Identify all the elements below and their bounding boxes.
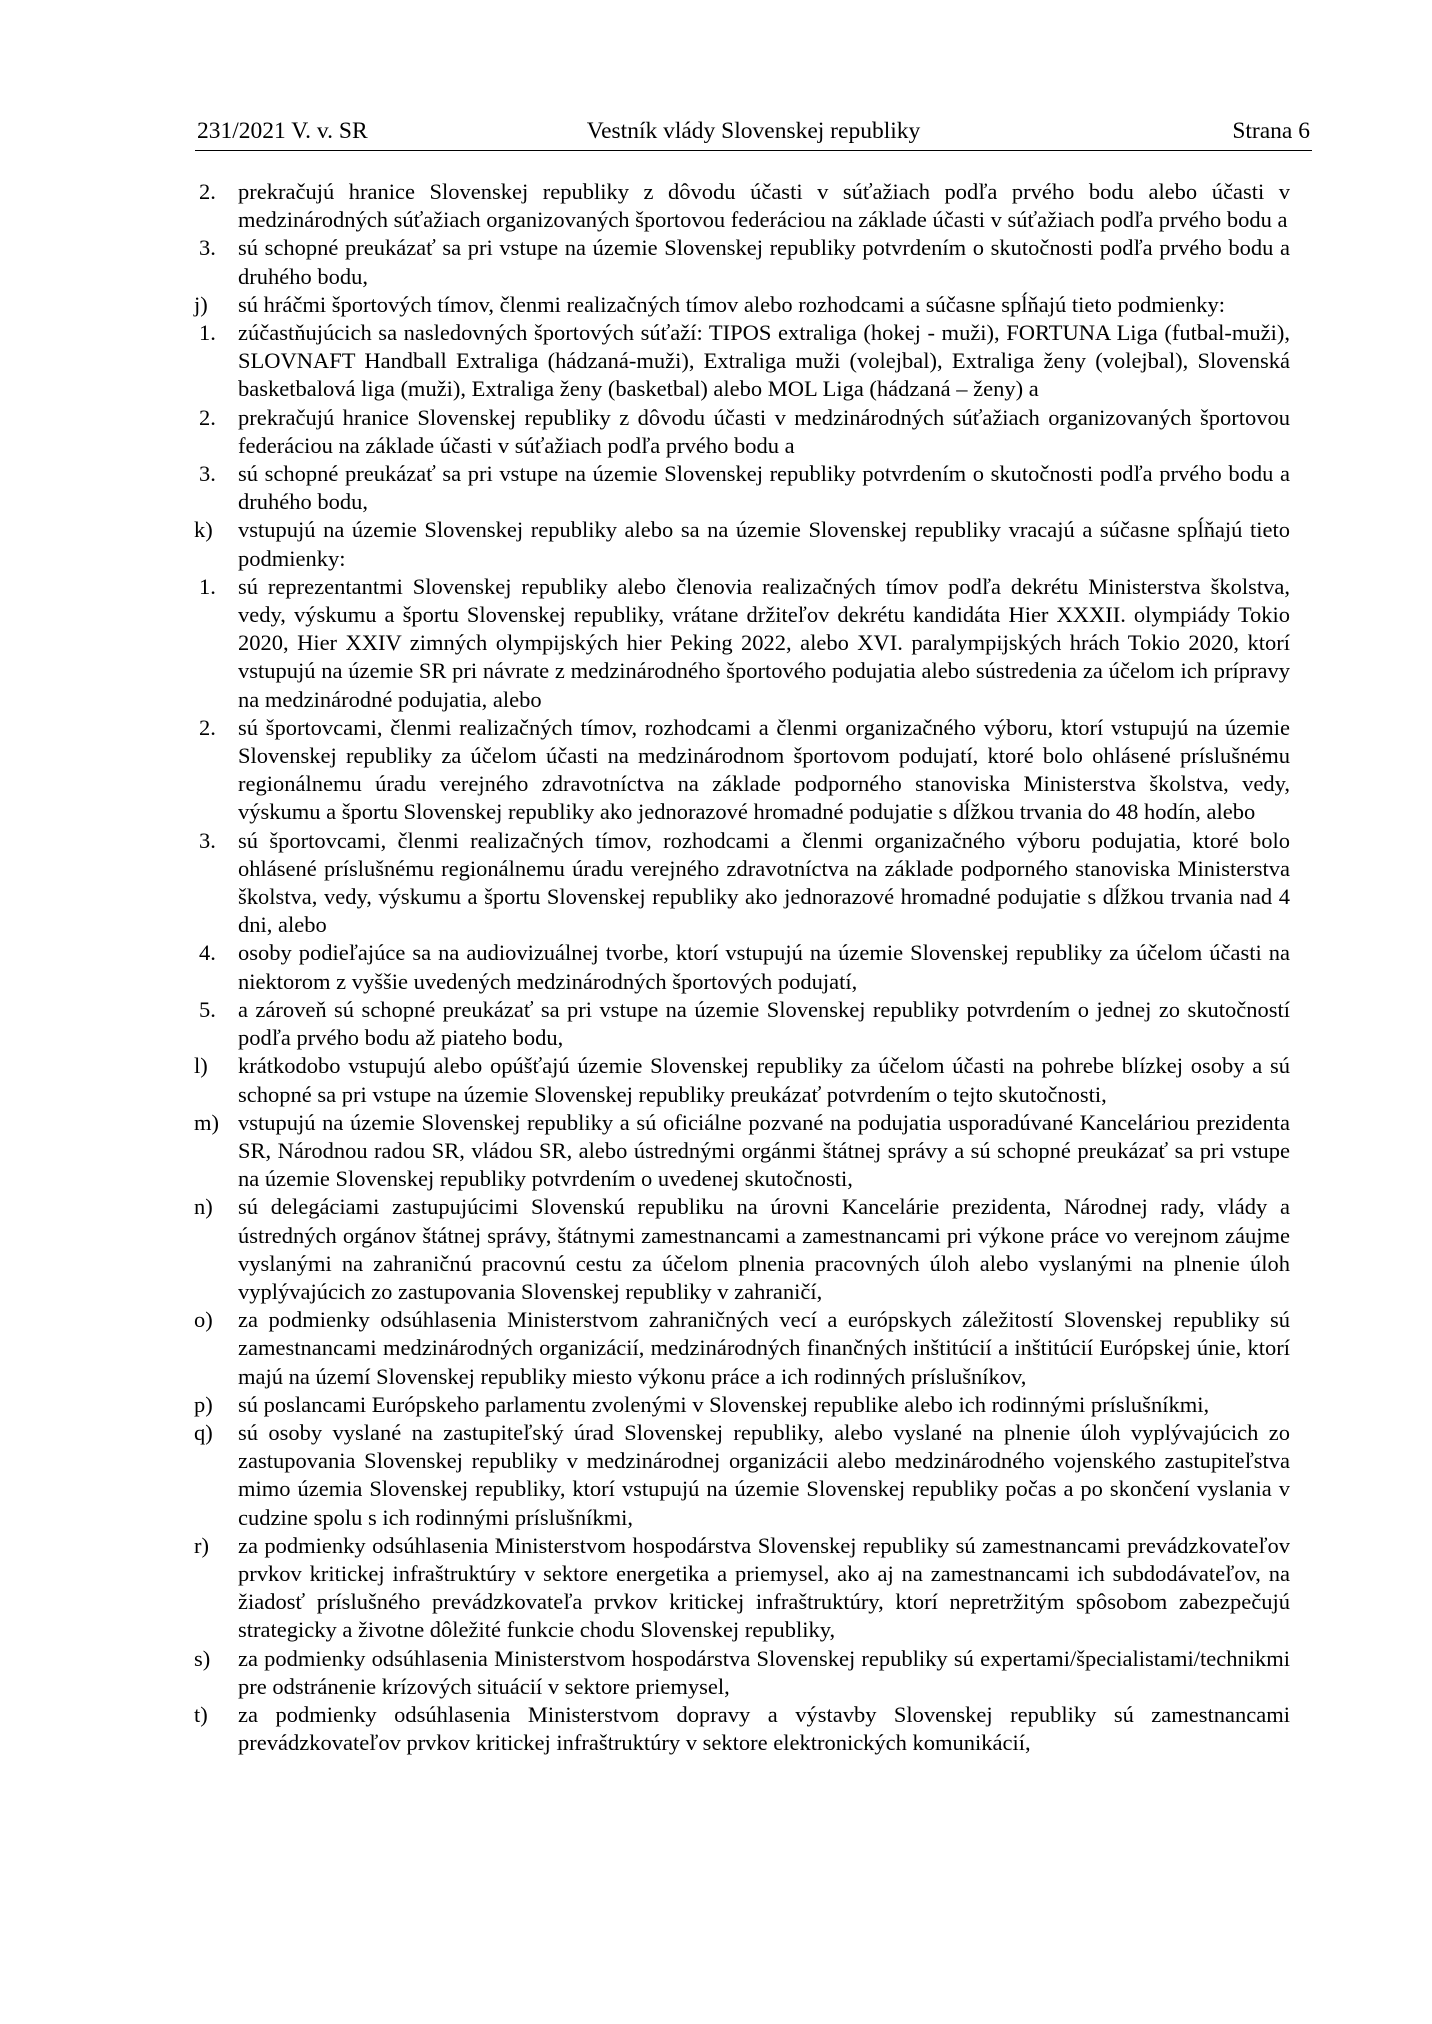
list-item-label: 2. [199,714,216,740]
list-item [194,1391,1290,1419]
list-item-label: l) [194,1053,208,1079]
list-item [194,1419,1290,1532]
sub-list-item [199,714,1290,827]
list-item-text: vstupujú na územie Slovenskej republiky alebo sa na územie Slovenskej republiky vracajú a súčasne spĺňajú tieto podmienky: [238,517,1290,571]
list-item-label: 5. [199,996,216,1022]
sub-list-item [199,404,1290,460]
list-item-label: o) [194,1307,213,1333]
list-item-label: 2. [199,404,216,430]
sub-list-item [199,319,1290,404]
list-item-label: 1. [199,320,216,346]
list-item [194,1052,1290,1108]
list-item-text: sú osoby vyslané na zastupiteľský úrad Slovenskej republiky, alebo vyslané na plnenie úloh vyplývajúcich zo zastupovania Slovenskej republiky v medzinárodnej organizácii alebo medzinárodného vojenského zastupiteľstva mimo územia Slovenskej republiky, ktorí vstupujú na územie Slovenskej republiky počas a po skončení vyslania v cudzine spolu s ich rodinnými príslušníkmi, [238,1419,1290,1530]
list-item [194,1645,1290,1701]
sub-list-item [199,460,1290,516]
list-item-text: prekračujú hranice Slovenskej republiky z dôvodu účasti v súťažiach podľa prvého bodu alebo účasti v medzinárodných súťažiach organizovaných športovou federáciou na základe účasti v súťažiach podľa prvého bodu a [238,179,1290,233]
list-item-label: j) [194,291,208,317]
list-item-text: osoby podieľajúce sa na audiovizuálnej tvorbe, ktorí vstupujú na územie Slovenskej republiky za účelom účasti na niektorom z vyššie uvedených medzinárodných športových podujatí, [238,940,1290,994]
list-item-text: za podmienky odsúhlasenia Ministerstvom zahraničných vecí a európskych záležitostí Slovenskej republiky sú zamestnancami medzinárodných organizácií, medzinárodných finančných inštitúcií a inštitúcií Európskej únie, ktorí majú na území Slovenskej republiky miesto výkonu práce a ich rodinných príslušníkov, [238,1307,1290,1389]
list-item [194,1701,1290,1757]
sub-list-item [199,827,1290,940]
list-item-text: krátkodobo vstupujú alebo opúšťajú územie Slovenskej republiky za účelom účasti na pohrebe blízkej osoby a sú schopné sa pri vstupe na územie Slovenskej republiky preukázať potvrdením o tejto skutočnosti, [238,1053,1290,1107]
list-item [194,291,1290,319]
list-item [194,516,1290,572]
list-item [194,1532,1290,1645]
page-header [197,116,1310,148]
list-item-label: r) [194,1532,209,1558]
sub-list-item [199,573,1290,714]
list-item [194,1306,1290,1391]
header-issue-number: 231/2021 V. v. SR [197,118,368,144]
list-item [194,1109,1290,1194]
sub-list-item [199,939,1290,995]
list-item-label: 4. [199,940,216,966]
list-item-label: q) [194,1419,213,1445]
list-item-text: sú reprezentantmi Slovenskej republiky alebo členovia realizačných tímov podľa dekrétu Ministerstva školstva, vedy, výskumu a športu Slovenskej republiky, vrátane držiteľov dekrétu kandidáta Hier XXXII. olympiády Tokio 2020, Hier XXIV zimných olympijských hier Peking 2022, alebo XVI. paralympijských hrách Tokio 2020, ktorí vstupujú na územie SR pri návrate z medzinárodného športového podujatia alebo sústredenia za účelom ich prípravy na medzinárodné podujatia, alebo [238,573,1290,712]
list-item-text: sú schopné preukázať sa pri vstupe na územie Slovenskej republiky potvrdením o skutočnosti podľa prvého bodu a druhého bodu, [238,461,1290,515]
header-rule [195,150,1312,151]
list-item-label: k) [194,517,213,543]
list-item-text: prekračujú hranice Slovenskej republiky z dôvodu účasti v medzinárodných súťažiach organizovaných športovou federáciou na základe účasti v súťažiach podľa prvého bodu a [238,404,1290,458]
list-item-text: a zároveň sú schopné preukázať sa pri vstupe na územie Slovenskej republiky potvrdením o jednej zo skutočností podľa prvého bodu až piateho bodu, [238,996,1290,1051]
header-journal-title: Vestník vlády Slovenskej republiky [586,118,921,144]
list-item-text: za podmienky odsúhlasenia Ministerstvom dopravy a výstavby Slovenskej republiky sú zamestnancami prevádzkovateľov prvkov kritickej infraštruktúry v sektore elektronických komunikácií, [238,1701,1290,1756]
list-item-label: 3. [199,235,216,261]
header-page-number: Strana 6 [1232,118,1310,144]
list-item-label: 3. [199,827,216,853]
sub-list-item [199,234,1290,290]
list-item-text: vstupujú na územie Slovenskej republiky a sú oficiálne pozvané na podujatia usporadúvané Kanceláriou prezidenta SR, Národnou radou SR, vládou SR, alebo ústrednými orgánmi štátnej správy a sú schopné preukázať sa pri vstupe na územie Slovenskej republiky potvrdením o uvedenej skutočnosti, [238,1109,1290,1192]
list-item-text: sú delegáciami zastupujúcimi Slovenskú republiku na úrovni Kancelárie prezidenta, Národnej rady, vlády a ústredných orgánov štátnej správy, štátnymi zamestnancami a zamestnancami pri výkone práce vo verejnom záujme vyslanými na zahraničnú pracovnú cestu za účelom plnenia pracovných úloh alebo vyslanými na plnenie úloh vyplývajúcich zo zastupovania Slovenskej republiky v zahraničí, [238,1194,1290,1304]
document-body [0,178,1432,1757]
list-item-text: za podmienky odsúhlasenia Ministerstvom hospodárstva Slovenskej republiky sú zamestnancami prevádzkovateľov prvkov kritickej infraštruktúry v sektore energetika a priemysel, ako aj na zamestnancami ich subdodávateľov, na žiadosť príslušného prevádzkovateľa prvkov kritickej infraštruktúry, ktorí nepretržitým spôsobom zabezpečujú strategicky a životne dôležité funkcie chodu Slovenskej republiky, [238,1532,1290,1643]
list-item-label: m) [194,1109,219,1135]
list-item-label: 2. [199,179,216,204]
list-item-label: n) [194,1194,213,1220]
list-item-label: s) [194,1645,211,1671]
list-item-text: zúčastňujúcich sa nasledovných športových súťaží: TIPOS extraliga (hokej - muži), FORTUNA Liga (futbal-muži), SLOVNAFT Handball Extraliga (hádzaná-muži), Extraliga muži (volejbal), Extraliga ženy (volejbal), Slovenská basketbalová liga (muži), Extraliga ženy (basketbal) alebo MOL Liga (hádzaná – ženy) a [238,320,1290,402]
list-item-text: sú športovcami, členmi realizačných tímov, rozhodcami a členmi organizačného výboru podujatia, ktoré bolo ohlásené príslušnému regionálnemu úradu verejného zdravotníctva na základe podporného stanoviska Ministerstva školstva, vedy, výskumu a športu Slovenskej republiky ako jednorazové hromadné podujatie s dĺžkou trvania nad 4 dni, alebo [238,827,1290,938]
sub-list-item [199,178,1290,234]
list-item-text: za podmienky odsúhlasenia Ministerstvom hospodárstva Slovenskej republiky sú expertami/špecialistami/technikmi pre odstránenie krízových situácií v sektore priemysel, [238,1645,1290,1699]
list-item-label: t) [194,1701,208,1727]
list-item-text: sú hráčmi športových tímov, členmi realizačných tímov alebo rozhodcami a súčasne spĺňajú tieto podmienky: [238,291,1226,317]
list-item-label: p) [194,1391,213,1417]
sub-list-item [199,996,1290,1052]
list-item [194,1193,1290,1306]
list-item-label: 3. [199,461,216,487]
list-item-text: sú poslancami Európskeho parlamentu zvolenými v Slovenskej republike alebo ich rodinnými príslušníkmi, [238,1391,1210,1417]
list-item-label: 1. [199,573,216,599]
list-item-text: sú schopné preukázať sa pri vstupe na územie Slovenskej republiky potvrdením o skutočnosti podľa prvého bodu a druhého bodu, [238,235,1290,289]
list-item-text: sú športovcami, členmi realizačných tímov, rozhodcami a členmi organizačného výboru, ktorí vstupujú na územie Slovenskej republiky za účelom účasti na medzinárodnom športovom podujatí, ktoré bolo ohlásené príslušnému regionálnemu úradu verejného zdravotníctva na základe podporného stanoviska Ministerstva školstva, vedy, výskumu a športu Slovenskej republiky ako jednorazové hromadné podujatie s dĺžkou trvania do 48 hodín, alebo [238,714,1290,825]
